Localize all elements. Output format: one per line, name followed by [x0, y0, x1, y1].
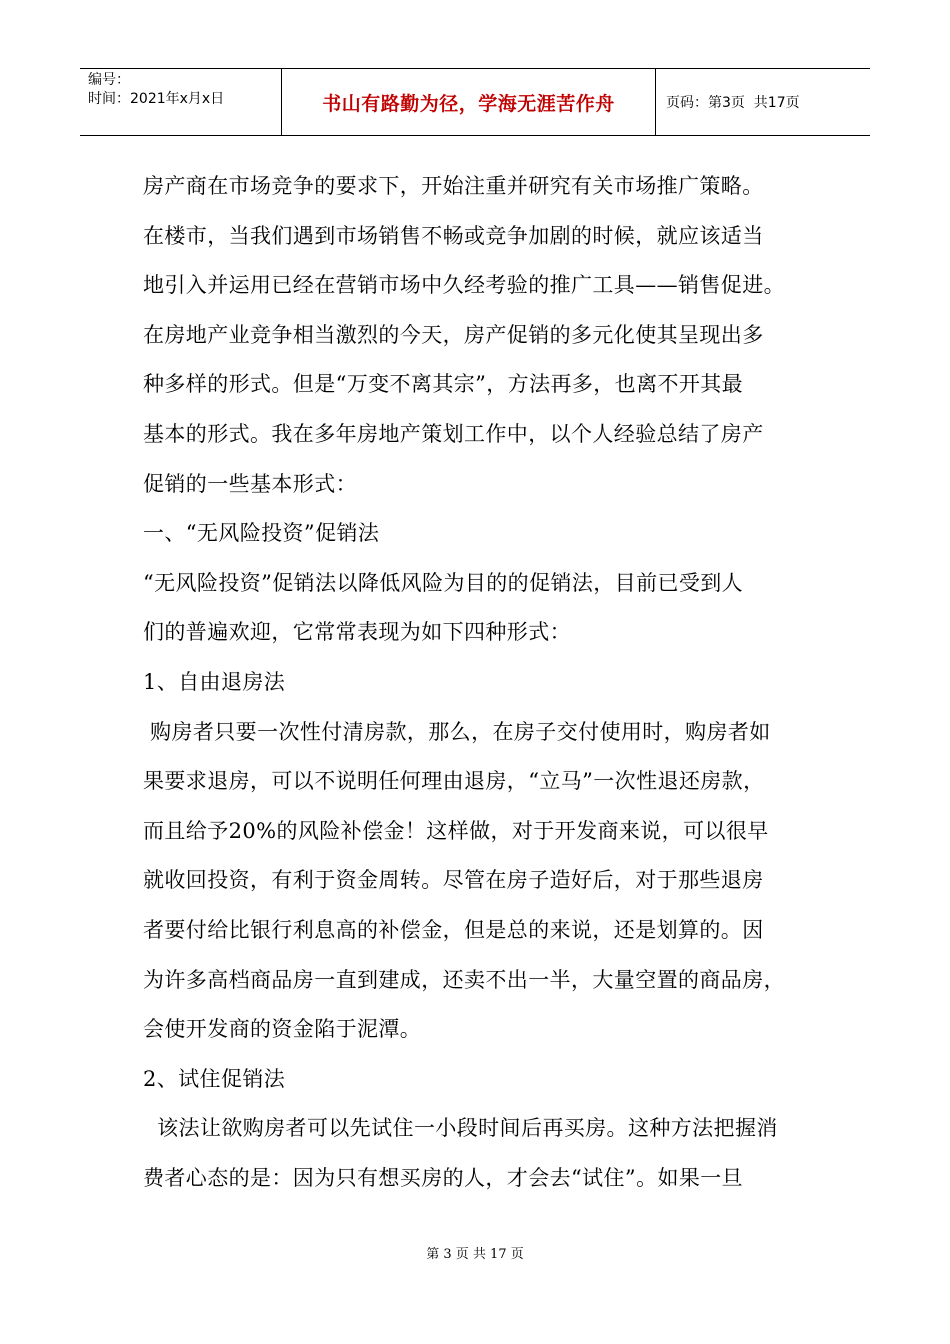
body-line: 们的普遍欢迎，它常常表现为如下四种形式：	[143, 620, 571, 645]
page-footer: 第 3 页 共 17 页	[426, 1247, 524, 1262]
section-heading: 一、“无风险投资”促销法	[143, 521, 380, 546]
body-line: 为许多高档商品房一直到建成，还卖不出一半，大量空置的商品房，	[143, 967, 785, 992]
body-line: 基本的形式。我在多年房地产策划工作中，以个人经验总结了房产	[143, 421, 764, 446]
document-header	[80, 68, 870, 136]
subsection-heading: 2、试住促销法	[143, 1066, 286, 1091]
header-page-info: 页码：第3页 共17页	[666, 95, 800, 111]
header-motto: 书山有路勤为径，学海无涯苦作舟	[322, 92, 615, 115]
document-body	[143, 162, 813, 1203]
body-line: 果要求退房，可以不说明任何理由退房，“立马”一次性退还房款，	[143, 769, 765, 794]
body-line: 会使开发商的资金陷于泥潭。	[143, 1017, 422, 1042]
header-page-cell	[656, 69, 870, 135]
document-number-label: 编号：	[88, 72, 130, 88]
body-line: 就收回投资，有利于资金周转。尽管在房子造好后，对于那些退房	[143, 868, 764, 893]
header-meta-cell	[80, 69, 282, 135]
body-line: 该法让欲购房者可以先试住一小段时间后再买房。这种方法把握消	[143, 1116, 778, 1141]
subsection-heading: 1、自由退房法	[143, 669, 286, 694]
body-line: 促销的一些基本形式：	[143, 471, 357, 496]
document-time-label: 时间：2021年x月x日	[88, 91, 225, 107]
body-line: “无风险投资”促销法以降低风险为目的的促销法，目前已受到人	[143, 570, 744, 595]
body-line: 者要付给比银行利息高的补偿金，但是总的来说，还是划算的。因	[143, 917, 764, 942]
body-line: 在房地产业竞争相当激烈的今天，房产促销的多元化使其呈现出多	[143, 322, 764, 347]
header-motto-cell	[282, 69, 656, 135]
body-line: 在楼市，当我们遇到市场销售不畅或竞争加剧的时候，就应该适当	[143, 223, 764, 248]
body-line: 种多样的形式。但是“万变不离其宗”，方法再多，也离不开其最	[143, 372, 744, 397]
body-line: 房产商在市场竞争的要求下，开始注重并研究有关市场推广策略。	[143, 174, 764, 198]
body-line: 费者心态的是：因为只有想买房的人，才会去“试住”。如果一旦	[143, 1165, 744, 1190]
body-line: 地引入并运用已经在营销市场中久经考验的推广工具——销售促进。	[143, 273, 785, 298]
body-line: 而且给予20%的风险补偿金！这样做，对于开发商来说，可以很早	[143, 818, 769, 843]
body-line: 购房者只要一次性付清房款，那么，在房子交付使用时，购房者如	[143, 719, 771, 744]
